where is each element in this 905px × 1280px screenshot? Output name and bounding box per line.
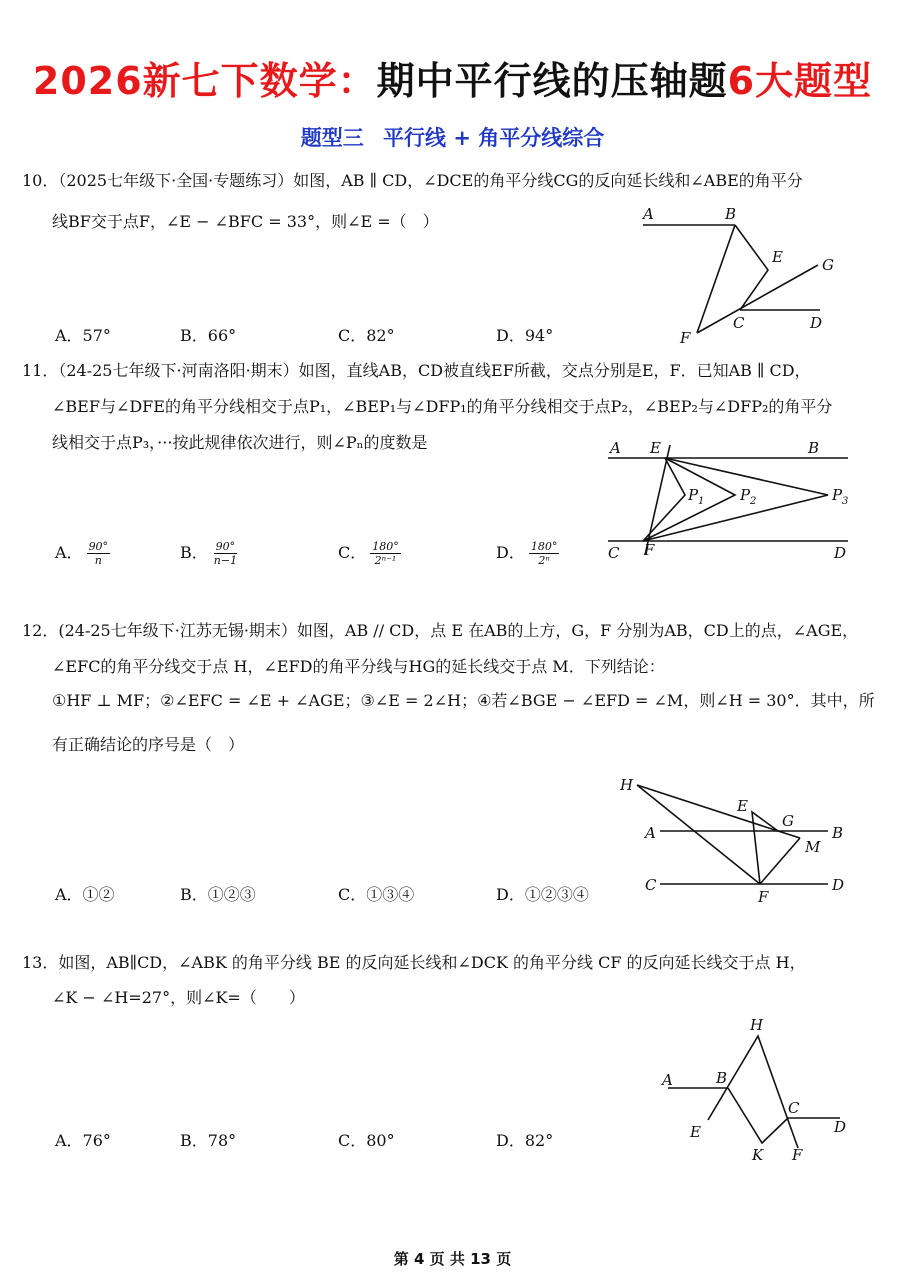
section-topic: 平行线 + 角平分线综合 xyxy=(383,126,605,150)
q11-label-p1: P xyxy=(688,486,699,504)
q12-label-m: M xyxy=(805,838,821,856)
q13-label-c: C xyxy=(788,1099,800,1117)
q11-label-p1-sub: 1 xyxy=(698,496,705,507)
q10-label-f: F xyxy=(680,329,691,347)
q13-option-b[interactable]: B．78° xyxy=(180,1131,237,1150)
q10-label-a: A xyxy=(643,205,654,223)
q13-option-c[interactable]: C．80° xyxy=(338,1131,395,1150)
q11-line-3: 线相交于点P₃，···按此规律依次进行，则∠Pₙ的度数是 xyxy=(52,433,428,452)
q12-option-c[interactable]: C．①③④ xyxy=(338,885,415,904)
q13-label-b: B xyxy=(716,1069,728,1087)
q13-label-h: H xyxy=(750,1016,764,1034)
q10-line-1: 10．（2025七年级下·全国·专题练习）如图，AB ∥ CD，∠DCE的角平分线CG的反向延长线和∠ABE的角平分 xyxy=(22,171,803,190)
q11-option-b[interactable]: B． $\frac{90^\circ}{n-1}$ xyxy=(180,540,238,567)
q11-label-p3: P xyxy=(832,486,843,504)
q13-label-a: A xyxy=(662,1071,673,1089)
q12-option-a[interactable]: A．①② xyxy=(55,885,115,904)
title-part-a: 2026新七下数学： xyxy=(32,59,377,103)
q12-line-3: ①HF ⊥ MF；②∠EFC = ∠E + ∠AGE；③∠E = 2∠H；④若∠BGE − ∠EFD = ∠M，则∠H = 30°．其中，所 xyxy=(52,691,875,710)
q12-option-b[interactable]: B．①②③ xyxy=(180,885,256,904)
q12-line-4: 有正确结论的序号是（ ） xyxy=(52,735,245,754)
q12-label-d: D xyxy=(832,876,845,894)
q10-option-c[interactable]: C．82° xyxy=(338,326,395,345)
q12-label-g: G xyxy=(782,812,794,830)
q11-label-c: C xyxy=(608,544,620,562)
q12-label-b: B xyxy=(832,824,844,842)
q13-option-a[interactable]: A．76° xyxy=(55,1131,111,1150)
q13-option-d[interactable]: D．82° xyxy=(496,1131,554,1150)
q13-label-e: E xyxy=(690,1123,701,1141)
q11-label-p2-sub: 2 xyxy=(750,496,757,507)
q10-line-2: 线BF交于点F，∠E − ∠BFC = 33°，则∠E =（ ） xyxy=(52,212,439,231)
q10-label-b: B xyxy=(725,205,737,223)
q10-label-d: D xyxy=(810,314,823,332)
q12-label-e: E xyxy=(737,797,748,815)
q10-option-d[interactable]: D．94° xyxy=(496,326,554,345)
q11-line-1: 11．（24-25七年级下·河南洛阳·期末）如图，直线AB，CD被直线EF所截，交点分别是E，F．已知AB ∥ CD， xyxy=(22,361,811,380)
q11-label-p2: P xyxy=(740,486,751,504)
q13-bisectors-eh-hf xyxy=(708,1036,798,1148)
q11-label-a: A xyxy=(610,439,621,457)
q12-line-2: ∠EFC的角平分线交于点 H，∠EFD的角平分线与HG的延长线交于点 M．下列结论： xyxy=(52,657,665,676)
q10-option-b[interactable]: B．66° xyxy=(180,326,237,345)
q10-label-e: E xyxy=(772,248,783,266)
q12-label-a: A xyxy=(645,824,656,842)
q12-label-f: F xyxy=(758,888,769,906)
q10-option-a[interactable]: A．57° xyxy=(55,326,111,345)
q13-label-k: K xyxy=(752,1146,764,1164)
q11-option-a[interactable]: A． $\frac{90^\circ}{n}$ xyxy=(55,540,109,567)
q11-label-e: E xyxy=(650,439,661,457)
q13-label-d: D xyxy=(834,1118,847,1136)
q10-label-g: G xyxy=(822,256,834,274)
q12-label-c: C xyxy=(645,876,657,894)
q11-label-f: F xyxy=(644,541,655,559)
q12-line-1: 12．(24-25七年级下·江苏无锡·期末）如图，AB // CD，点 E 在AB的上方，G，F 分别为AB，CD上的点，∠AGE， xyxy=(22,621,859,640)
q11-label-p3-sub: 3 xyxy=(842,496,849,507)
q10-label-c: C xyxy=(733,314,745,332)
q12-option-d[interactable]: D．①②③④ xyxy=(496,885,589,904)
q11-label-d: D xyxy=(834,544,847,562)
q11-option-d[interactable]: D． $\frac{180^\circ}{\text{2ⁿ}}$ xyxy=(496,540,558,567)
q13-line-1: 13．如图，AB∥CD，∠ABK 的角平分线 BE 的反向延长线和∠DCK 的角平分线 CF 的反向延长线交于点 H， xyxy=(22,953,806,972)
q13-label-f: F xyxy=(792,1146,803,1164)
q11-label-b: B xyxy=(808,439,820,457)
q11-line-2: ∠BEF与∠DFE的角平分线相交于点P₁，∠BEP₁与∠DFP₁的角平分线相交于点P₂，∠BEP₂与∠DFP₂的角平分 xyxy=(52,397,833,416)
title-part-c: 6大题型 xyxy=(727,59,873,103)
q12-label-h: H xyxy=(620,776,634,794)
page-number: 第 4 页 共 13 页 xyxy=(393,1250,512,1268)
title-part-b: 期中平行线的压轴题 xyxy=(376,59,728,103)
section-label: 题型三 xyxy=(300,126,364,150)
q13-line-2: ∠K − ∠H=27°，则∠K=（ ） xyxy=(52,988,305,1007)
q11-option-c[interactable]: C． $\frac{180^\circ}{\text{2ⁿ⁻¹}}$ xyxy=(338,540,399,567)
